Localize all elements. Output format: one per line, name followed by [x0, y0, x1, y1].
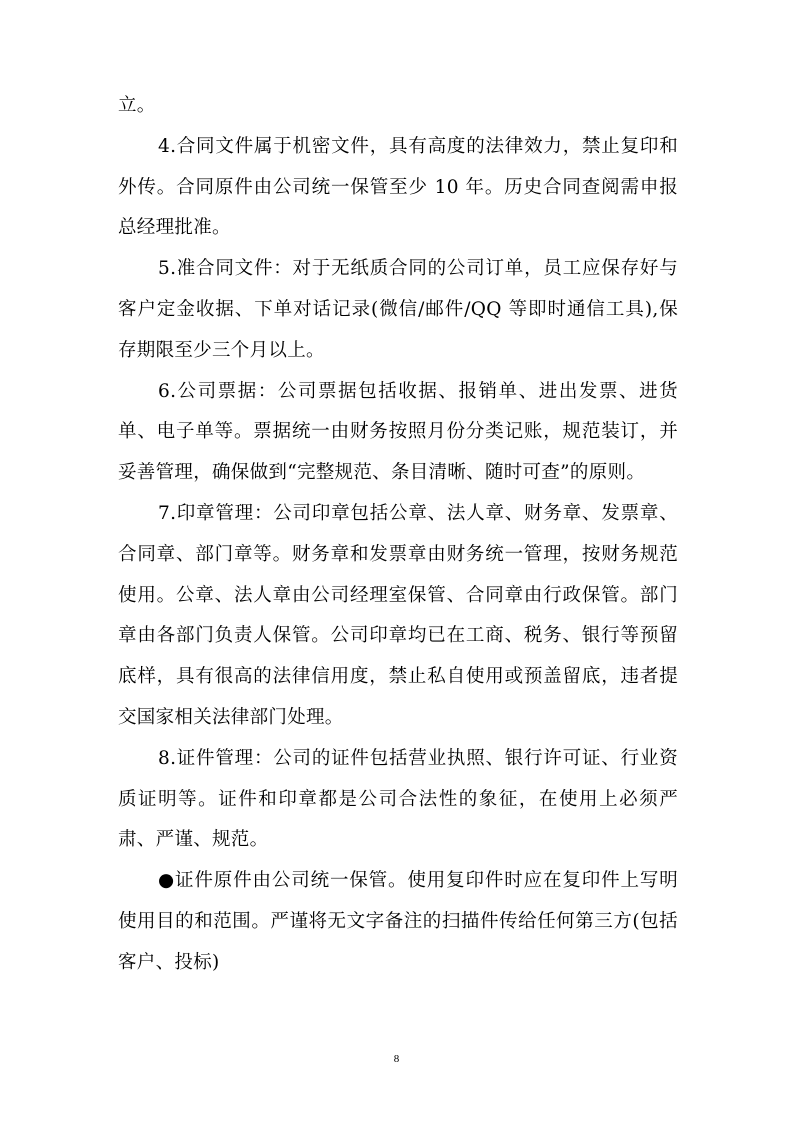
body-text — [118, 86, 678, 984]
paragraph-certificate-originals: ●证件原件由公司统一保管。使用复印件时应在复印件上写明使用目的和范围。严谨将无文字备注的扫描件传给任何第三方(包括客户、投标) — [118, 870, 678, 973]
paragraph-company-receipts: 6.公司票据：公司票据包括收据、报销单、进出发票、进货单、电子单等。票据统一由财务按照月份分类记账，规范装订，并妥善管理，确保做到“完整规范、条目清晰、随时可查”的原则。 — [118, 380, 678, 484]
paragraph-contract-documents: 4.合同文件属于机密文件，具有高度的法律效力，禁止复印和外传。合同原件由公司统一保管至少 10 年。历史合同查阅需申报总经理批准。 — [118, 135, 678, 239]
paragraph-continuation: 立。 — [118, 95, 156, 116]
paragraph-quasi-contract-documents: 5.准合同文件：对于无纸质合同的公司订单，员工应保存好与客户定金收据、下单对话记录(微信/邮件/QQ 等即时通信工具),保存期限至少三个月以上。 — [118, 258, 678, 361]
page-number: 8 — [393, 1053, 400, 1065]
paragraph-certificate-management: 8.证件管理：公司的证件包括营业执照、银行许可证、行业资质证明等。证件和印章都是公司合法性的象征，在使用上必须严肃、严谨、规范。 — [118, 747, 678, 851]
paragraph-seal-management: 7.印章管理：公司印章包括公章、法人章、财务章、发票章、合同章、部门章等。财务章和发票章由财务统一管理，按财务规范使用。公章、法人章由公司经理室保管、合同章由行政保管。部门章由各部门负责人保管。公司印章均已在工商、税务、银行等预留底样，具有很高的法律信用度，禁止私自使用或预盖留底，违者提交国家相关法律部门处理。 — [118, 502, 678, 728]
